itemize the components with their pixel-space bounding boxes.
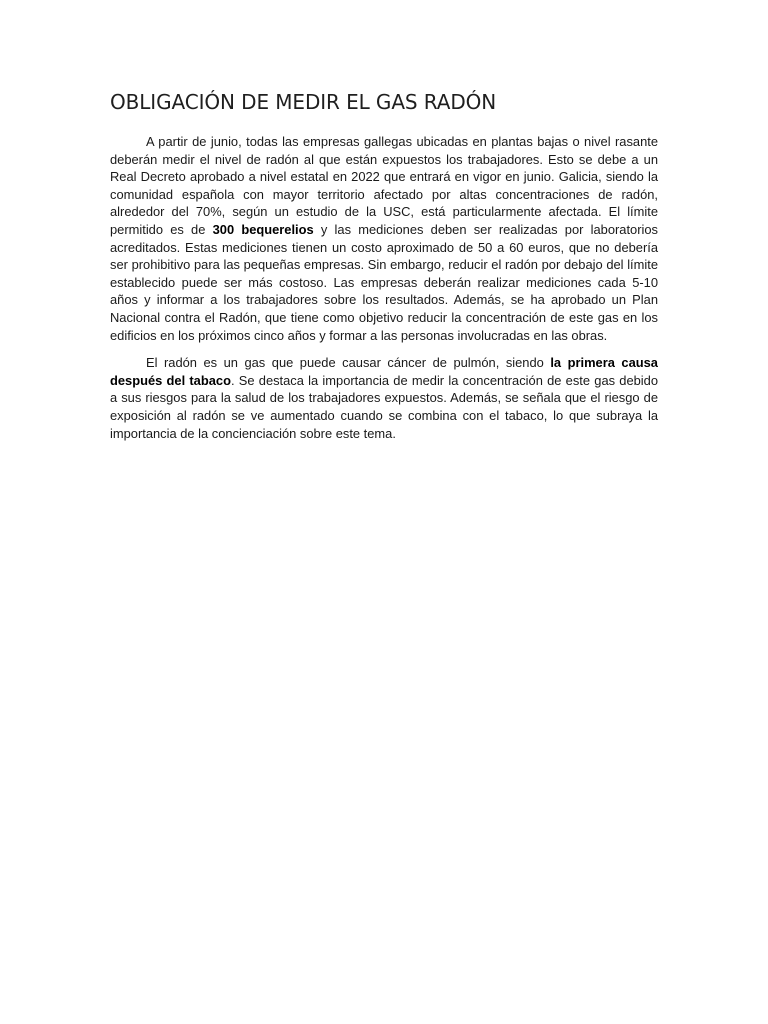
paragraph-2-bold-cause: la primera causa después del tabaco xyxy=(110,355,658,388)
paragraph-1-text-b: y las mediciones deben ser realizadas por laboratorios acreditados. Estas mediciones tienen un costo aproximado de 50 a 60 euros, que no debería ser prohibitivo para las pequeñas empresas. Sin embargo, reducir el radón por debajo del límite establecido puede ser más costoso. Las empresas deberán realizar mediciones cada 5-10 años y informar a los trabajadores sobre los resultados. Además, se ha aprobado un Plan Nacional contra el Radón, que tiene como objetivo reducir la concentración de este gas en los edificios en los próximos cinco años y formar a las personas involucradas en las obras. xyxy=(110,221,658,343)
paragraph-2 xyxy=(110,354,658,442)
paragraph-1-bold-limit: 300 bequerelios xyxy=(212,221,314,237)
paragraph-2-text-a: El radón es un gas que puede causar cáncer de pulmón, siendo xyxy=(146,355,551,371)
paragraph-1 xyxy=(110,133,658,344)
paragraph-1-text-a: A partir de junio, todas las empresas gallegas ubicadas en plantas bajas o nivel rasante deberán medir el nivel de radón al que están expuestos los trabajadores. Esto se debe a un Real Decreto aprobado a nivel estatal en 2022 que entrará en vigor en junio. Galicia, siendo la comunidad española con mayor territorio afectado por altas concentraciones de radón, alrededor del 70%, según un estudio de la USC, está particularmente afectada. El límite permitido es de xyxy=(110,134,658,237)
page-title: OBLIGACIÓN DE MEDIR EL GAS RADÓN xyxy=(110,90,497,114)
document-body xyxy=(110,88,658,452)
paragraph-2-text-b: . Se destaca la importancia de medir la concentración de este gas debido a sus riesgos para la salud de los trabajadores expuestos. Además, se señala que el riesgo de exposición al radón se ve aumentado cuando se combina con el tabaco, lo que subraya la importancia de la concienciación sobre este tema. xyxy=(110,372,658,441)
